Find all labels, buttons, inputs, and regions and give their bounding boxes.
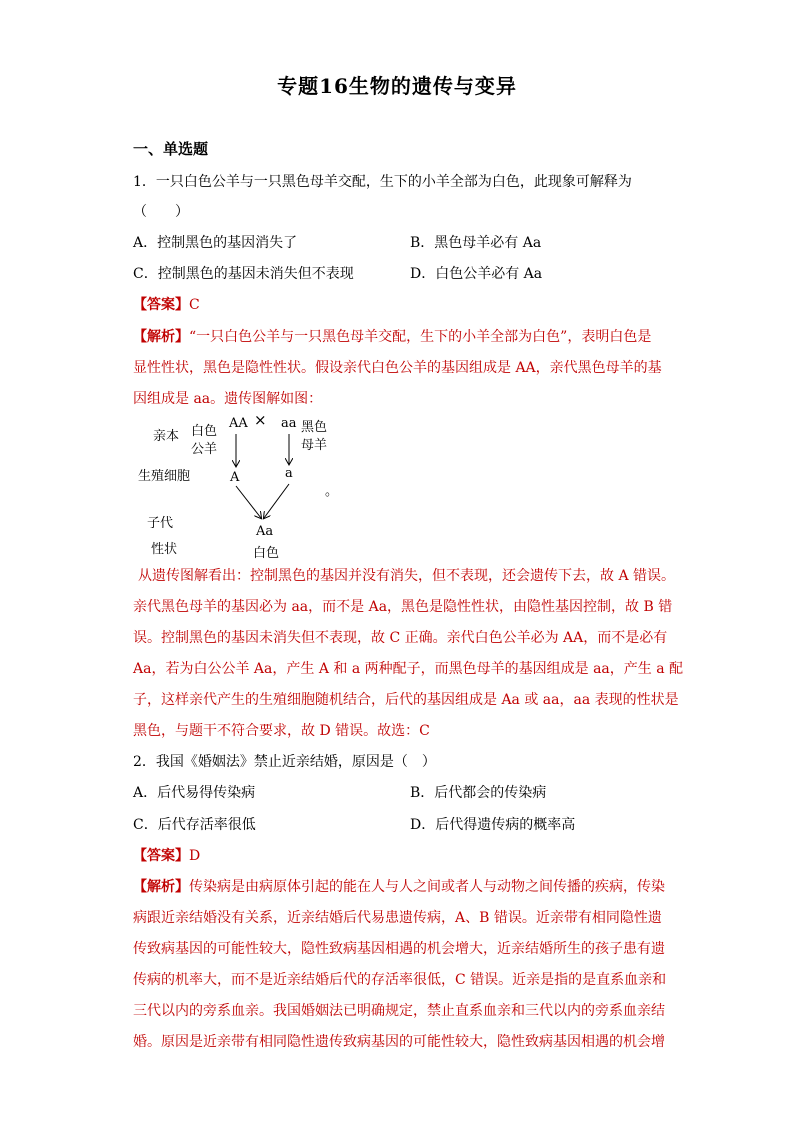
q2-analysis-line-3: 传致病基因的可能性较大，隐性致病基因相遇的机会增大，近亲结婚所生的孩子患有遗: [133, 941, 665, 957]
q1-option-d: D．白色公羊必有 Aa: [410, 266, 543, 282]
q1-option-b: B．黑色母羊必有 Aa: [410, 235, 542, 251]
gamete-mother: a: [285, 466, 293, 481]
q1-explain-line-6: 黑色，与题干不符合要求，故 D 错误。故选：C: [133, 723, 430, 739]
cross-arrows: [133, 408, 393, 563]
q2-analysis-text-1: 传染病是由病原体引起的能在人与人之间或者人与动物之间传播的疾病，传染: [189, 879, 665, 895]
analysis-tag: 【解析】: [133, 879, 189, 895]
q1-answer: C: [189, 297, 200, 313]
parent-label: 亲本: [153, 429, 180, 444]
q2-analysis-line-2: 病跟近亲结婚没有关系，近亲结婚后代易患遗传病，A、B 错误。近亲带有相同隐性遗: [133, 910, 662, 926]
offspring-trait: 白色: [253, 546, 280, 561]
q2-option-c: C．后代存活率很低: [133, 817, 256, 833]
q2-option-a: A．后代易得传染病: [133, 785, 256, 801]
genetic-cross-diagram: [133, 408, 393, 563]
trait-label: 性状: [151, 542, 178, 557]
q2-analysis-line-6: 婚。原因是近亲带有相同隐性遗传致病基因的可能性较大，隐性致病基因相遇的机会增: [133, 1034, 665, 1050]
q1-analysis-line-2: 显性性状，黑色是隐性性状。假设亲代白色公羊的基因组成是 AA，亲代黑色母羊的基: [133, 360, 662, 376]
mother-genotype: aa: [281, 416, 297, 431]
q1-explain-line-2: 亲代黑色母羊的基因必为 aa，而不是 Aa，黑色是隐性性状，由隐性基因控制，故 B 错: [133, 599, 673, 615]
section-heading: 一、单选题: [133, 140, 209, 158]
analysis-tag: 【解析】: [133, 329, 189, 345]
gamete-a-to-offspring-arrow: [236, 486, 261, 518]
q2-analysis-line-5: 三代以内的旁系血亲。我国婚姻法已明确规定，禁止直系血亲和三代以内的旁系血亲结: [133, 1003, 665, 1019]
q1-analysis-text-3: 因组成是 aa。遗传图解如图：: [133, 391, 323, 407]
offspring-label: 子代: [147, 516, 174, 531]
q1-explain-line-3: 误。控制黑色的基因未消失但不表现，故 C 正确。亲代白色公羊必为 AA，而不是必有: [133, 630, 668, 646]
black-label: 黑色: [301, 420, 328, 435]
q1-explain-line-4: Aa，若为白公公羊 Aa，产生 A 和 a 两种配子，而黑色母羊的基因组成是 aa，产生 a 配: [133, 661, 684, 677]
white-label: 白色: [191, 424, 218, 439]
answer-tag: 【答案】: [133, 848, 189, 864]
q1-stem-line-1: 1．一只白色公羊与一只黑色母羊交配，生下的小羊全部为白色，此现象可解释为: [133, 174, 632, 190]
q2-option-d: D．后代得遗传病的概率高: [410, 817, 576, 833]
q1-explain-line-5: 子，这样亲代产生的生殖细胞随机结合，后代的基因组成是 Aa 或 aa，aa 表现的性状是: [133, 692, 679, 708]
q1-option-c: C．控制黑色的基因未消失但不表现: [133, 266, 354, 282]
ram-label: 公羊: [191, 442, 218, 457]
q2-answer: D: [189, 848, 201, 864]
offspring-genotype: Aa: [256, 524, 274, 539]
diagram-period: 。: [325, 484, 339, 499]
q2-analysis-line-1: [133, 877, 665, 897]
cross-symbol: ×: [254, 411, 267, 429]
gamete-father: A: [230, 470, 240, 485]
answer-tag: 【答案】: [133, 297, 189, 313]
q1-analysis-line-1: [133, 327, 661, 347]
q1-analysis-text-1: “一只白色公羊与一只黑色母羊交配，生下的小羊全部为白色”，表明白色是: [189, 329, 652, 345]
gamete-b-to-offspring-arrow: [264, 484, 289, 518]
q1-stem-line-2: （ ）: [133, 204, 189, 220]
q2-stem: 2．我国《婚姻法》禁止近亲结婚，原因是（ ）: [133, 754, 436, 770]
q1-answer-line: [133, 295, 661, 315]
ewe-label: 母羊: [301, 438, 328, 453]
page-title: 专题16生物的遗传与变异: [277, 74, 517, 98]
q2-analysis-line-4: 传病的机率大，而不是近亲结婚后代的存活率很低，C 错误。近亲是指的是直系血亲和: [133, 972, 667, 988]
q2-option-b: B．后代都会的传染病: [410, 785, 547, 801]
gamete-label: 生殖细胞: [138, 469, 191, 484]
q1-analysis-line-3: [133, 389, 661, 409]
father-genotype: AA: [229, 416, 248, 431]
q1-option-a: A．控制黑色的基因消失了: [133, 235, 298, 251]
q1-explain-line-1: 从遗传图解看出：控制黑色的基因并没有消失，但不表现，还会遗传下去，故 A 错误。: [138, 568, 676, 584]
q2-answer-line: [133, 846, 661, 866]
